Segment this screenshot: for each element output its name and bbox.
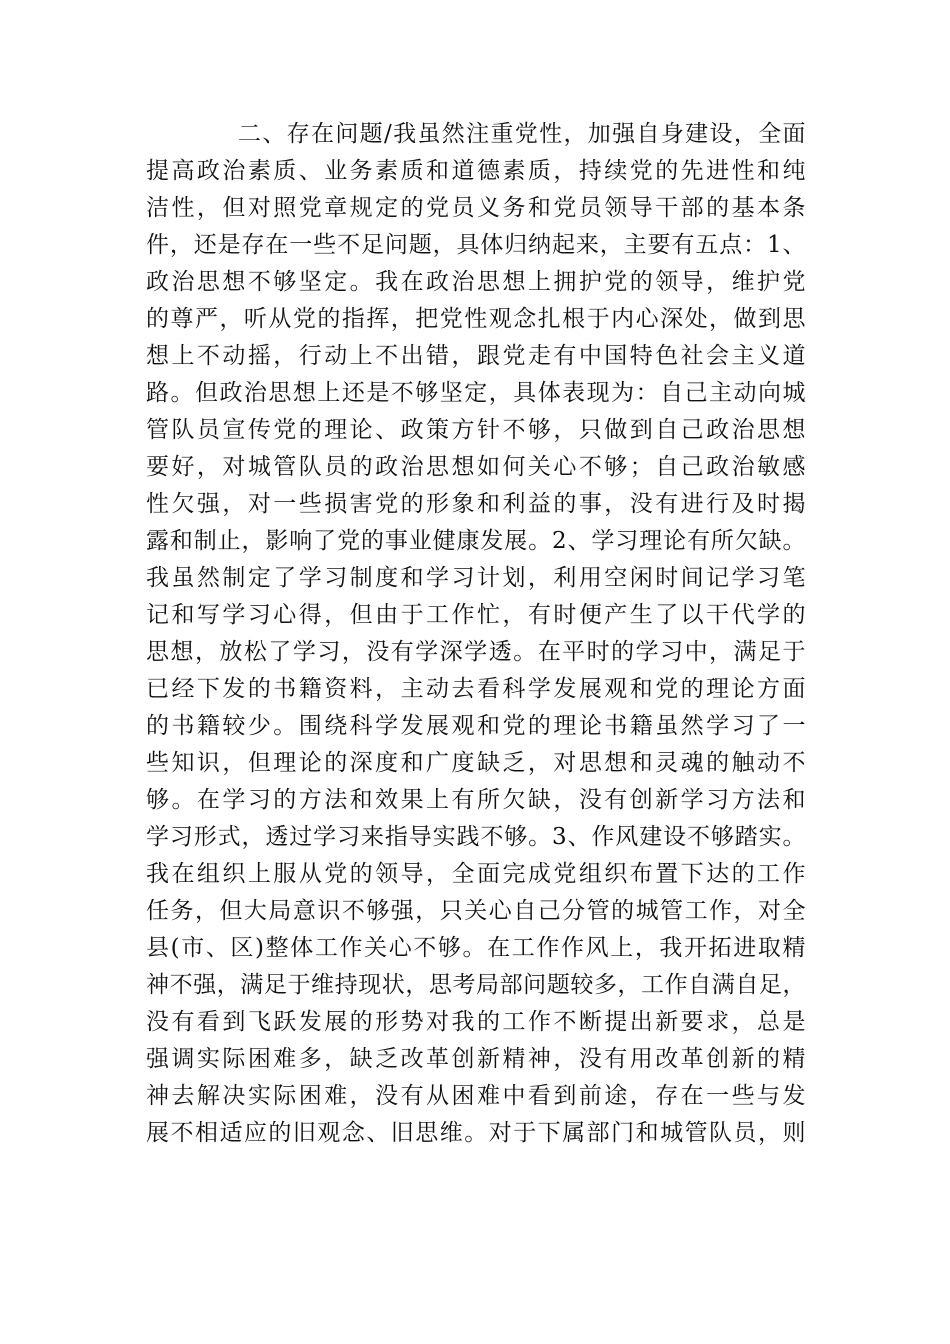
text-line: 强调实际困难多，缺乏改革创新精神，没有用改革创新的精 <box>146 1046 806 1072</box>
text-line: 县(市、区)整体工作关心不够。在工作作风上，我开拓进取精 <box>146 935 806 961</box>
text-line: 的尊严，听从党的指挥，把党性观念扎根于内心深处，做到思 <box>146 306 806 332</box>
text-line: 露和制止，影响了党的事业健康发展。2、学习理论有所欠缺。 <box>146 528 806 554</box>
text-line: 够。在学习的方法和效果上有所欠缺，没有创新学习方法和 <box>146 787 806 813</box>
text-line: 记和写学习心得，但由于工作忙，有时便产生了以干代学的 <box>146 602 806 628</box>
text-line: 路。但政治思想上还是不够坚定，具体表现为：自己主动向城 <box>146 380 806 406</box>
text-line: 要好，对城管队员的政治思想如何关心不够；自己政治敏感 <box>146 454 806 480</box>
text-line: 我虽然制定了学习制度和学习计划，利用空闲时间记学习笔 <box>146 565 806 591</box>
text-line: 思想，放松了学习，没有学深学透。在平时的学习中，满足于 <box>146 639 806 665</box>
text-line: 政治思想不够坚定。我在政治思想上拥护党的领导，维护党 <box>146 269 806 295</box>
text-line: 性欠强，对一些损害党的形象和利益的事，没有进行及时揭 <box>146 491 806 517</box>
text-line: 已经下发的书籍资料，主动去看科学发展观和党的理论方面 <box>146 676 806 702</box>
text-line: 件，还是存在一些不足问题，具体归纳起来，主要有五点：1、 <box>146 232 806 258</box>
text-line: 任务，但大局意识不够强，只关心自己分管的城管工作，对全 <box>146 898 806 924</box>
text-line: 想上不动摇，行动上不出错，跟党走有中国特色社会主义道 <box>146 343 806 369</box>
text-line: 管队员宣传党的理论、政策方针不够，只做到自己政治思想 <box>146 417 806 443</box>
text-line: 的书籍较少。围绕科学发展观和党的理论书籍虽然学习了一 <box>146 713 806 739</box>
text-line: 洁性，但对照党章规定的党员义务和党员领导干部的基本条 <box>146 195 806 221</box>
text-line: 学习形式，透过学习来指导实践不够。3、作风建设不够踏实。 <box>146 824 806 850</box>
body-paragraph <box>146 116 806 1152</box>
text-line: 神去解决实际困难，没有从困难中看到前途，存在一些与发 <box>146 1083 806 1109</box>
text-line: 展不相适应的旧观念、旧思维。对于下属部门和城管队员，则 <box>146 1120 806 1146</box>
text-line: 二、存在问题/我虽然注重党性，加强自身建设，全面 <box>238 121 806 147</box>
text-line: 没有看到飞跃发展的形势对我的工作不断提出新要求，总是 <box>146 1009 806 1035</box>
text-line: 神不强，满足于维持现状，思考局部问题较多，工作自满自足， <box>146 972 806 998</box>
text-line: 提高政治素质、业务素质和道德素质，持续党的先进性和纯 <box>146 158 806 184</box>
text-line: 些知识，但理论的深度和广度缺乏，对思想和灵魂的触动不 <box>146 750 806 776</box>
text-line: 我在组织上服从党的领导，全面完成党组织布置下达的工作 <box>146 861 806 887</box>
